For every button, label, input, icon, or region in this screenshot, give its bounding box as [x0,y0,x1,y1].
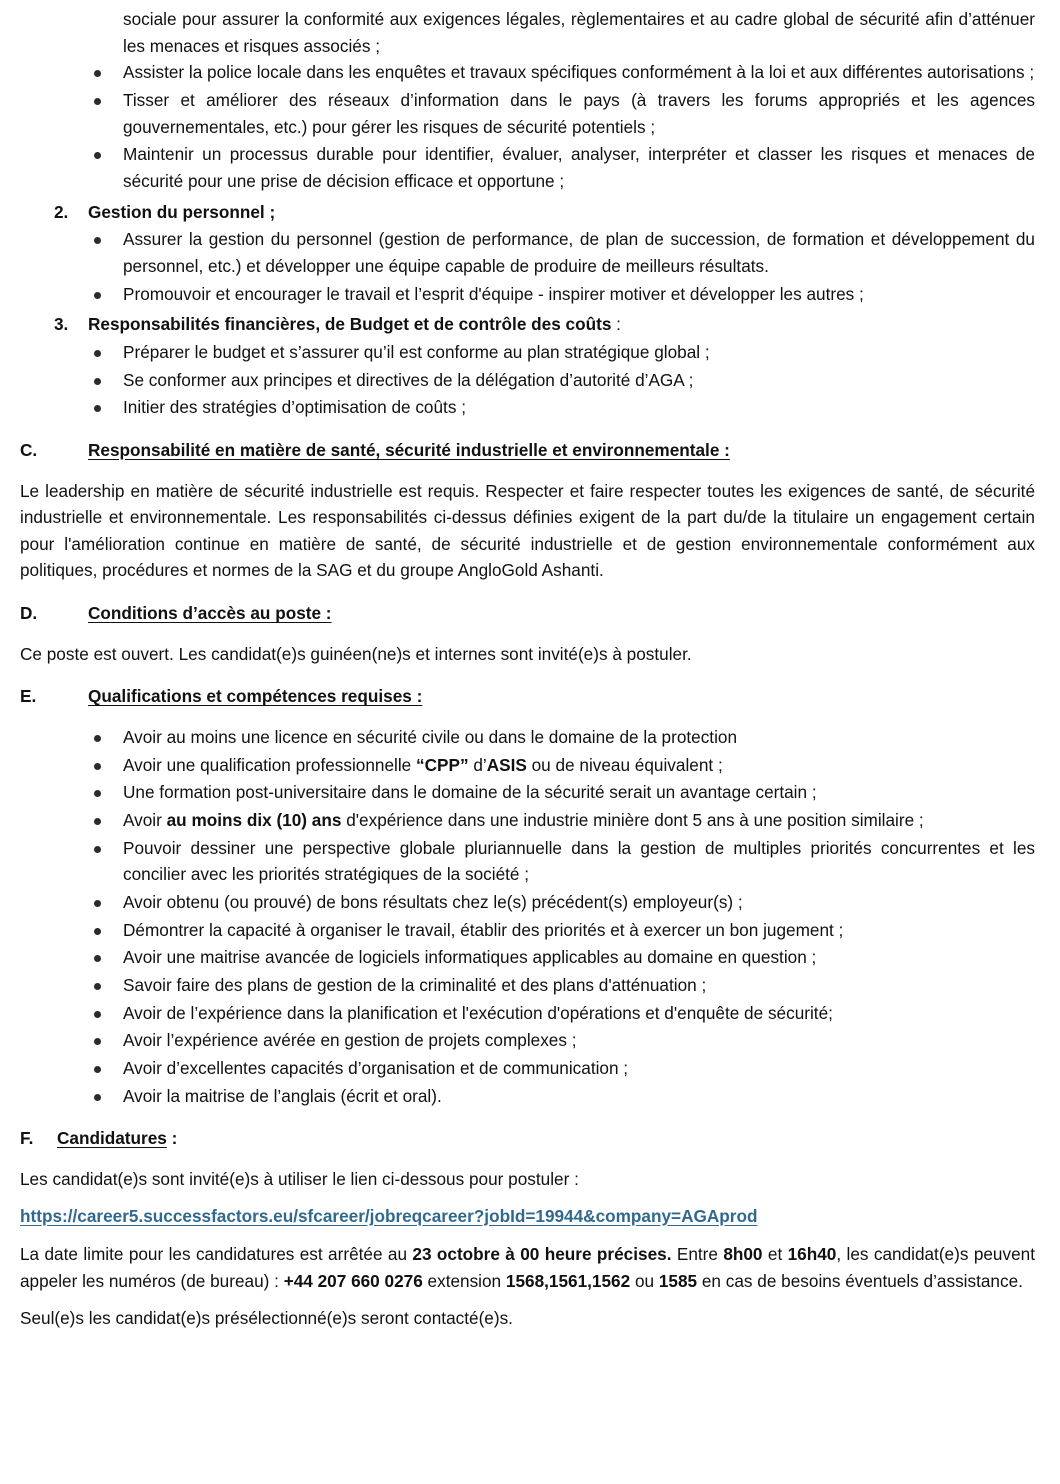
bullet-text: Avoir au moins une licence en sécurité civile ou dans le domaine de la protection [123,727,738,748]
list-item [0,807,1060,834]
bullet-text: Se conformer aux principes et directives de la délégation d’autorité d’AGA ; [123,369,694,390]
section-heading-d [0,600,1060,627]
list-item [0,1083,1060,1110]
deadline-emphasis: 1568,1561,1562 [505,1270,631,1291]
bullet-text-emphasis: “CPP” [416,754,469,775]
list-item [0,752,1060,779]
list-item [0,281,1060,308]
section-c-body: Le leadership en matière de sécurité industrielle est requis. Respecter et faire respecter toutes les exigences de santé, de sécurité industrielle et environnementale. Les responsabilités ci-dessus définies exigent de la part du/de la titulaire un engagement certain pour l'amélioration continue en matière de santé, de sécurité industrielle et de gestion environnementale conformément aux politiques, procédures et normes de la SAG et du groupe AngloGold Ashanti. [20,480,1035,581]
section-letter: D. [20,603,38,624]
list-item [0,779,1060,806]
list-item [0,339,1060,366]
apply-link[interactable]: https://career5.successfactors.eu/sfcareer/jobreqcareer?jobId=19944&company=AGAprod [20,1205,758,1226]
continuation-paragraph: sociale pour assurer la conformité aux exigences légales, règlementaires et au cadre global de sécurité afin d’atténuer les menaces et risques associés ; [123,9,1035,56]
personnel-bullet-list [0,226,1060,307]
bullet-text: d’ [468,754,487,775]
bullet-text: Préparer le budget et s’assurer qu’il est conforme au plan stratégique global ; [123,341,710,362]
deadline-emphasis: 16h40 [787,1244,837,1265]
list-item [0,394,1060,421]
list-item [0,835,1060,888]
deadline-emphasis: 23 octobre à 00 heure précises. [412,1244,672,1265]
section-letter: C. [20,439,38,460]
bullet-text: Une formation post-universitaire dans le domaine de la sécurité serait un avantage certain ; [123,782,817,803]
bullet-text: Démontrer la capacité à organiser le travail, établir des priorités et à exercer un bon jugement ; [123,919,844,940]
bullet-text: Avoir [123,810,167,831]
bullet-text: Pouvoir dessiner une perspective globale pluriannuelle dans la gestion de multiples priorités concurrentes et les concilier avec les priorités stratégiques de la société ; [123,837,1035,885]
list-item [0,972,1060,999]
deadline-emphasis: +44 207 660 0276 [283,1270,423,1291]
list-item [0,1027,1060,1054]
section-title: Candidatures [57,1128,167,1149]
section-title-tail: : [166,1128,178,1149]
bullet-text: Promouvoir et encourager le travail et l’esprit d'équipe - inspirer motiver et développer les autres ; [123,283,864,304]
list-item [0,59,1060,86]
section-letter: E. [20,686,37,707]
list-item [0,226,1060,279]
item-title: Gestion du personnel ; [88,201,276,222]
budget-bullet-list [0,339,1060,421]
list-item [0,724,1060,751]
deadline-text: ou [630,1270,659,1291]
list-item [0,889,1060,916]
deadline-paragraph [0,1241,1060,1294]
deadline-emphasis: 1585 [658,1270,698,1291]
item-title-tail: : [611,314,621,335]
apply-link-paragraph [0,1203,1060,1230]
section-letter: F. [20,1128,34,1149]
numbered-item-3 [0,311,1060,338]
deadline-text: extension [422,1270,506,1291]
bullet-text: Savoir faire des plans de gestion de la criminalité et des plans d'atténuation ; [123,975,707,995]
responsibilities-bullet-list [0,59,1060,194]
bullet-text-emphasis: au moins dix (10) ans [166,810,342,831]
apply-intro: Les candidat(e)s sont invité(e)s à utiliser le lien ci-dessous pour postuler : [20,1168,579,1189]
list-item [0,917,1060,944]
section-title: Conditions d’accès au poste : [88,603,332,624]
deadline-text: Entre [671,1244,724,1265]
deadline-text: , les candidat(e)s peuvent appeler les numéros (de bureau) : [20,1244,1035,1291]
bullet-text: Avoir la maitrise de l’anglais (écrit et oral). [123,1085,442,1106]
qualifications-bullet-list [0,724,1060,1109]
list-item [0,944,1060,971]
deadline-text: en cas de besoins éventuels d’assistance. [697,1270,1023,1291]
numbered-item-2 [0,199,1060,226]
bullet-text: Maintenir un processus durable pour identifier, évaluer, analyser, interpréter et classer les risques et menaces de sécurité pour une prise de décision efficace et opportune ; [123,144,1035,191]
bullet-text: Initier des stratégies d’optimisation de coûts ; [123,397,466,418]
item-number: 3. [54,314,69,335]
section-title: Responsabilité en matière de santé, sécurité industrielle et environnementale : [88,439,730,460]
bullet-text: Tisser et améliorer des réseaux d’information dans le pays (à travers les forums appropriés et les agences gouvernementales, etc.) pour gérer les risques de sécurité potentiels ; [123,89,1035,137]
list-item [0,141,1060,194]
bullet-text: Avoir une maitrise avancée de logiciels informatiques applicables au domaine en question ; [123,947,817,968]
section-heading-f [0,1125,1060,1152]
closing-note: Seul(e)s les candidat(e)s présélectionné(e)s seront contacté(e)s. [20,1307,513,1328]
list-item [0,1000,1060,1027]
deadline-emphasis: 8h00 [723,1244,763,1265]
bullet-text: Avoir de l’expérience dans la planification et l'exécution d'opérations et d'enquête de sécurité; [123,1002,833,1023]
bullet-text: Avoir l’expérience avérée en gestion de projets complexes ; [123,1030,577,1051]
document-content [0,6,1060,1341]
section-heading-e [0,683,1060,710]
list-item [0,87,1060,140]
bullet-text: Avoir une qualification professionnelle [123,754,417,775]
bullet-text: Assurer la gestion du personnel (gestion de performance, de plan de succession, de formation et développement du personnel, etc.) et développer une équipe capable de produire de meilleurs résultats. [123,229,1035,276]
deadline-text: La date limite pour les candidatures est arrêtée au [20,1244,413,1265]
bullet-text: Assister la police locale dans les enquêtes et travaux spécifiques conformément à la loi et aux différentes autorisations ; [123,62,1035,83]
bullet-text: Avoir d’excellentes capacités d’organisation et de communication ; [123,1057,629,1078]
bullet-text: Avoir obtenu (ou prouvé) de bons résultats chez le(s) précédent(s) employeur(s) ; [123,892,743,913]
bullet-text: d'expérience dans une industrie minière dont 5 ans à une position similaire ; [341,810,924,831]
list-item [0,1055,1060,1082]
section-d-body: Ce poste est ouvert. Les candidat(e)s guinéen(ne)s et internes sont invité(e)s à postuler. [20,643,692,664]
deadline-text: et [762,1244,788,1265]
item-number: 2. [54,201,69,222]
bullet-text-emphasis: ASIS [486,754,527,775]
section-heading-c [0,437,1060,464]
list-item [0,367,1060,394]
section-title: Qualifications et compétences requises : [88,686,423,707]
item-title: Responsabilités financières, de Budget et de contrôle des coûts [88,314,612,335]
bullet-text: ou de niveau équivalent ; [526,754,723,775]
